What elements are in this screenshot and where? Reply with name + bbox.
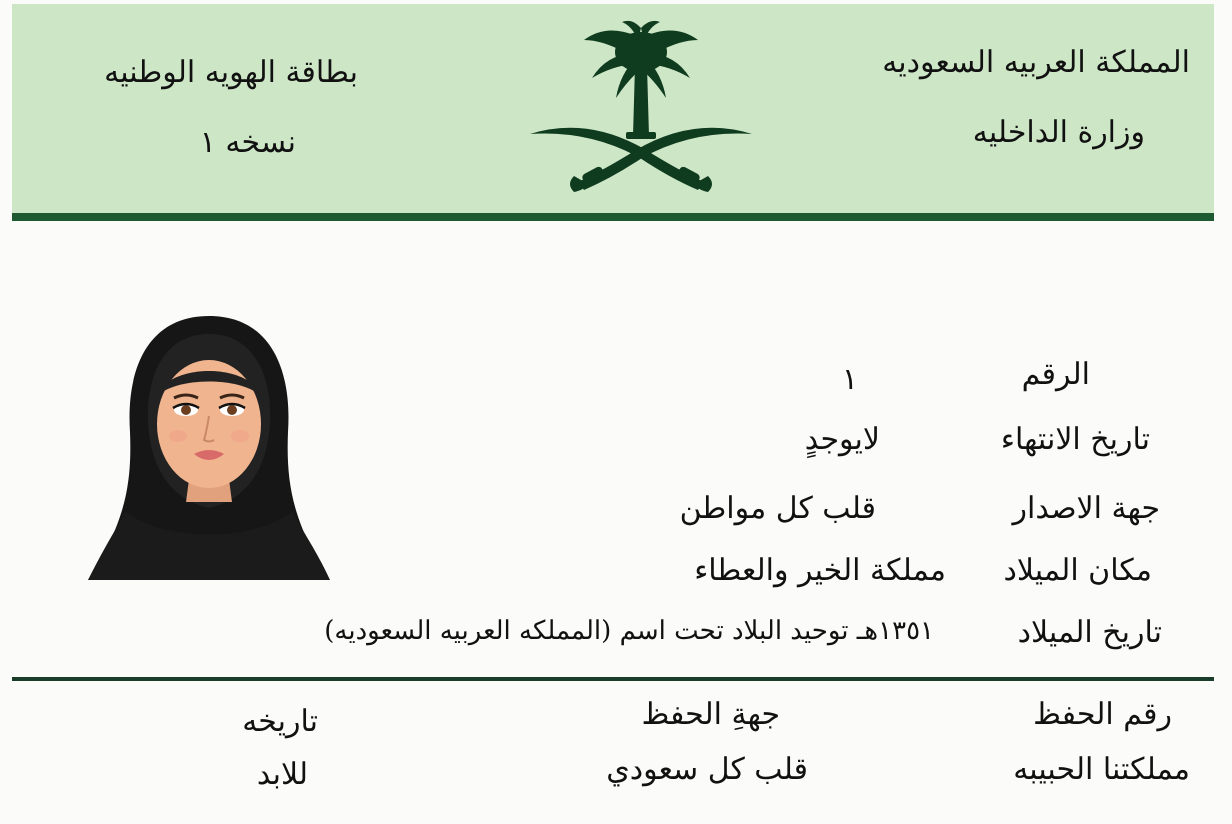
saudi-palm-swords-emblem-icon [528, 18, 754, 198]
ministry-title: وزارة الداخليه [972, 115, 1145, 150]
date-label: تاريخه [242, 704, 318, 739]
expiry-label: تاريخ الانتهاء [1000, 422, 1150, 457]
issuer-label: جهة الاصدار [1012, 491, 1160, 526]
kingdom-title: المملكة العربيه السعوديه [882, 45, 1190, 80]
number-label: الرقم [1021, 357, 1090, 392]
number-value: ١ [841, 362, 858, 397]
save-number-label: رقم الحفظ [1033, 697, 1172, 732]
footer-divider [12, 677, 1214, 681]
card-version: نسخه ١ [199, 125, 296, 160]
birth-date-value: ١٣٥١هـ توحيد البلاد تحت اسم (المملكه العربيه السعوديه) [324, 616, 934, 646]
birth-date-label: تاريخ الميلاد [1017, 615, 1162, 650]
birth-place-label: مكان الميلاد [1003, 553, 1152, 588]
woman-hijab-avatar-icon [86, 312, 332, 582]
card-title: بطاقة الهويه الوطنيه [104, 55, 358, 90]
expiry-value: لايوجدٍ [804, 422, 880, 457]
save-number-value: مملكتنا الحبيبه [1013, 752, 1190, 787]
birth-place-value: مملكة الخير والعطاء [694, 553, 946, 588]
date-value: للابد [256, 757, 308, 792]
save-place-label: جهةِ الحفظ [641, 697, 780, 732]
issuer-value: قلب كل مواطن [679, 491, 876, 526]
save-place-value: قلب كل سعودي [606, 752, 808, 787]
header-divider [12, 213, 1214, 221]
